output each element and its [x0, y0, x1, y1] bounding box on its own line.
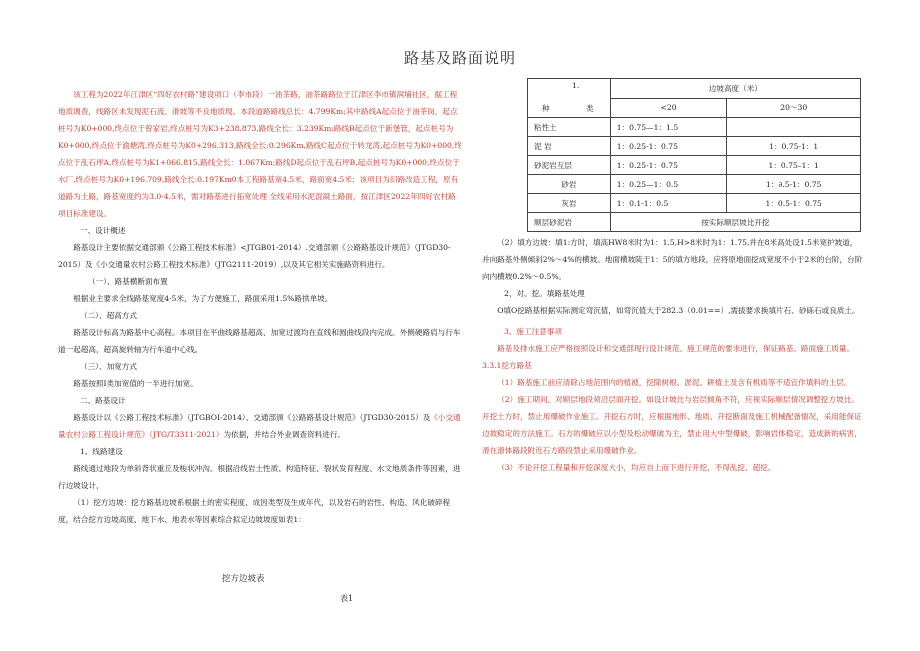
row-type: 粘性土 [528, 118, 611, 137]
row-value-under-20: 1：0.25-1：0.75 [610, 156, 727, 175]
corner-label-a: 种 [542, 104, 550, 113]
subgrade-design-text-ref: 《小交通量农村公路工程设计规范》（JTG/T3311-2021） [58, 413, 461, 439]
row-type: 泥 岩 [528, 137, 611, 156]
table-row [528, 194, 861, 213]
section-subgrade-design: 二、路基设计 [80, 396, 126, 405]
section-design-overview: 一、设计概述 [80, 226, 126, 235]
header-20-to-30: 20～30 [727, 98, 861, 118]
header-slope-height: 边坡高度（米） [610, 79, 860, 99]
section-superelevation: （二）、超高方式 [80, 311, 137, 320]
section-cut-subgrade: 3.3.1挖方路基 [482, 361, 532, 370]
table-row [528, 213, 861, 232]
subgrade-design-text-a: 路基设计以《公路工程技术标准》（JTGBOI-2014）、交通部颁《公路路基设计规范》（JTGD30-2015）及 [73, 413, 431, 422]
fill-slope-text: （2）填方边坡：填1:方时，填高HW8米时为1：1.5,H>8米时为1：1.75,并在8米高处设1.5米宽护坡道，并向路基外侧倾斜2%～4%的横坡。地面横坡陡于1：5的填方地段，应将原地面挖成宽度不小于2米的台阶，台阶向内横坡0.2%～0.5%。 [482, 238, 863, 281]
row-type: 灰岩 [528, 194, 611, 213]
cut-subgrade-item-3: （3）不论开挖工程量和开挖深度大小，均应自上而下进行开挖，不得乱挖、超挖。 [497, 463, 776, 472]
corner-number: 1. [572, 81, 580, 90]
row-value-under-20: 1：0.75—1：1.5 [610, 118, 727, 137]
cut-fill-treatment-text: O填O挖路基根据实际测定弯沉值，如弯沉值大于282.3（0.01==）,需拔要求换填片石、砂砾石或良质土。 [497, 306, 860, 315]
cut-slope-table [527, 78, 861, 232]
cross-section-text: 根据业主要求全线路基宽度4·5米，为了方便施工，路面采用1.5%路拱单坡。 [73, 294, 333, 303]
table-row [528, 175, 861, 194]
table-caption: 挖方边坡表 [222, 574, 265, 584]
row-value-20-30: 1：0.5-1：0.75 [727, 194, 861, 213]
row-value-under-20: 1：0.1-1：0.5 [610, 194, 727, 213]
section-construction-notes: 3、施工注意事项 [504, 327, 562, 336]
table-number: 表1 [340, 594, 354, 603]
design-overview-text: 路基设计主要依据交通部颁《公路工程技术标准》<JTGB01-2014）.交通部颁《公路路基设计规范》（JTGD30-2015）及《小交通量农村公路工程技术标准》（JTG2111-2019）,以及其它相关实施路资料进行。 [58, 243, 451, 269]
row-type: 砂泥岩互层 [528, 156, 611, 175]
row-value-20-30: 1：0.75–1：1 [727, 156, 861, 175]
row-value-20-30: 1：∂.5-1：0.75 [727, 175, 861, 194]
superelevation-text: 路基设计标高为路基中心高程。本项目在平曲线路基超高、加宽过渡均在直线和圆曲线段内完成。外侧硬路肩与行车道一起超高，超高旋转轴为行车道中心线。 [58, 328, 461, 354]
row-merged-value: 按实际顺层坡比开挖 [610, 213, 860, 232]
table-row [528, 156, 861, 175]
row-type: 砂岩 [528, 175, 611, 194]
cut-subgrade-item-2: （2）施工期间，对顺层地段须沿层面开挖。如设计坡比与岩层倾角不符，应视实际顺层情况调整挖方坡比。开挖土方时，禁止用爆破作业施工。开挖石方时，应根据地形、地质、开挖断面及施工机械配备情况，采用能保证边坡稳定的方法施工。石方的爆破应以小型及松动爆破为主，禁止用大中型爆破，影响岩体稳定，造成新的病害，滑在滑体路段附近石方路段禁止采用爆破作业。 [482, 395, 862, 455]
project-intro: 该工程为2022年江津区“四好农村路”建设项口（李市段）一油茶路，油茶路路位于江津区李市镇润埔社区，据工程地质调查，线路区未发现泥石流、滑坡等不良地质现。本段道路路线总长：4.799Km;其中路线A起点位于油茶岗，起点桩号为K0+000,终点位于曾家岩,终点桩号为K3+238.873,路线全长：3.239Km;路线B起点位于新堡管，起点桩号为K0+000,终点位于渝塘湾,终点桩号为K0+296.313,路线全长:0.296Km,路线C起点位于转龙湾,起点桩号为K0+000,终点位于乱石坪A,终点桩号为K1+066.815,路线全长：1.067Km;路线D起点位于乱石坪B,起点桩号为K0+000,终点位于水厂,终点桩号为K0+196.709,路线全长:0.197Km0本工程路基宽4.5米，路面宽4.5米；该项目为旧路改造工程，原有道路为土路，路基宽度约为3.0-4.5米，需对路基进行拓宽处理 全线采用水泥混凝土路面，按江津区2022年四好农村路项目标准建设。 [58, 90, 462, 218]
subgrade-design-text [58, 409, 462, 443]
subgrade-design-text-c: 为依据，并结合外业调查资料进行。 [223, 430, 346, 439]
cut-slope-text: （1）挖方边坡：挖方路基边坡系根据土的密实程度、成因类型及生成年代，以及岩石的岩性、构造、风化破碎程度，结合挖方边坡高度、地下水、地表水等因素综合拟定边坡坡度如表1： [58, 498, 451, 524]
header-under-20: <20 [610, 98, 727, 118]
section-cross-section: （一）、路基横断面布置 [88, 277, 168, 286]
corner-label-b: 类 [586, 104, 594, 113]
left-column [58, 86, 462, 528]
row-value-under-20: 1：0.25-1：0.75 [610, 137, 727, 156]
cut-subgrade-item-1: （1）路基施工前应清除占地范围内的植被，挖除树根、淤泥、耕植土及含有机质等不适宜作填料的土层。 [497, 378, 852, 387]
table-corner-cell [528, 79, 611, 118]
row-value-20-30: 1：0.75-1：1 [727, 137, 861, 156]
page-title: 路基及路面说明 [403, 49, 516, 67]
route-text: 路线通过地段为单斜背状重丘及梭状冲沟。根据沿线岩土性质、构造特征、裂状发育程度、水文地质条件等因素，进行边坡设计， [58, 464, 461, 490]
row-type: 顺层砂泥岩 [528, 213, 611, 232]
section-widening: （三）、加宽方式 [80, 362, 137, 371]
table-row [528, 137, 861, 156]
row-value-under-20: 1：0.25—1：0.5 [610, 175, 727, 194]
table-row [528, 118, 861, 137]
right-column [482, 234, 864, 476]
row-value-20-30 [727, 118, 861, 137]
section-route: 1、线路建设 [80, 447, 123, 456]
construction-notes-text: 路基及排水施工应严格按照设计和交通部现行设计规范、施工规范的要求进行，保证路基、路面施工质量。 [497, 344, 855, 353]
widening-text: 路基按照I类加宽值的一半进行加宽。 [73, 379, 198, 388]
section-cut-fill-treatment: 2、对。挖。填路基处理 [504, 289, 585, 298]
